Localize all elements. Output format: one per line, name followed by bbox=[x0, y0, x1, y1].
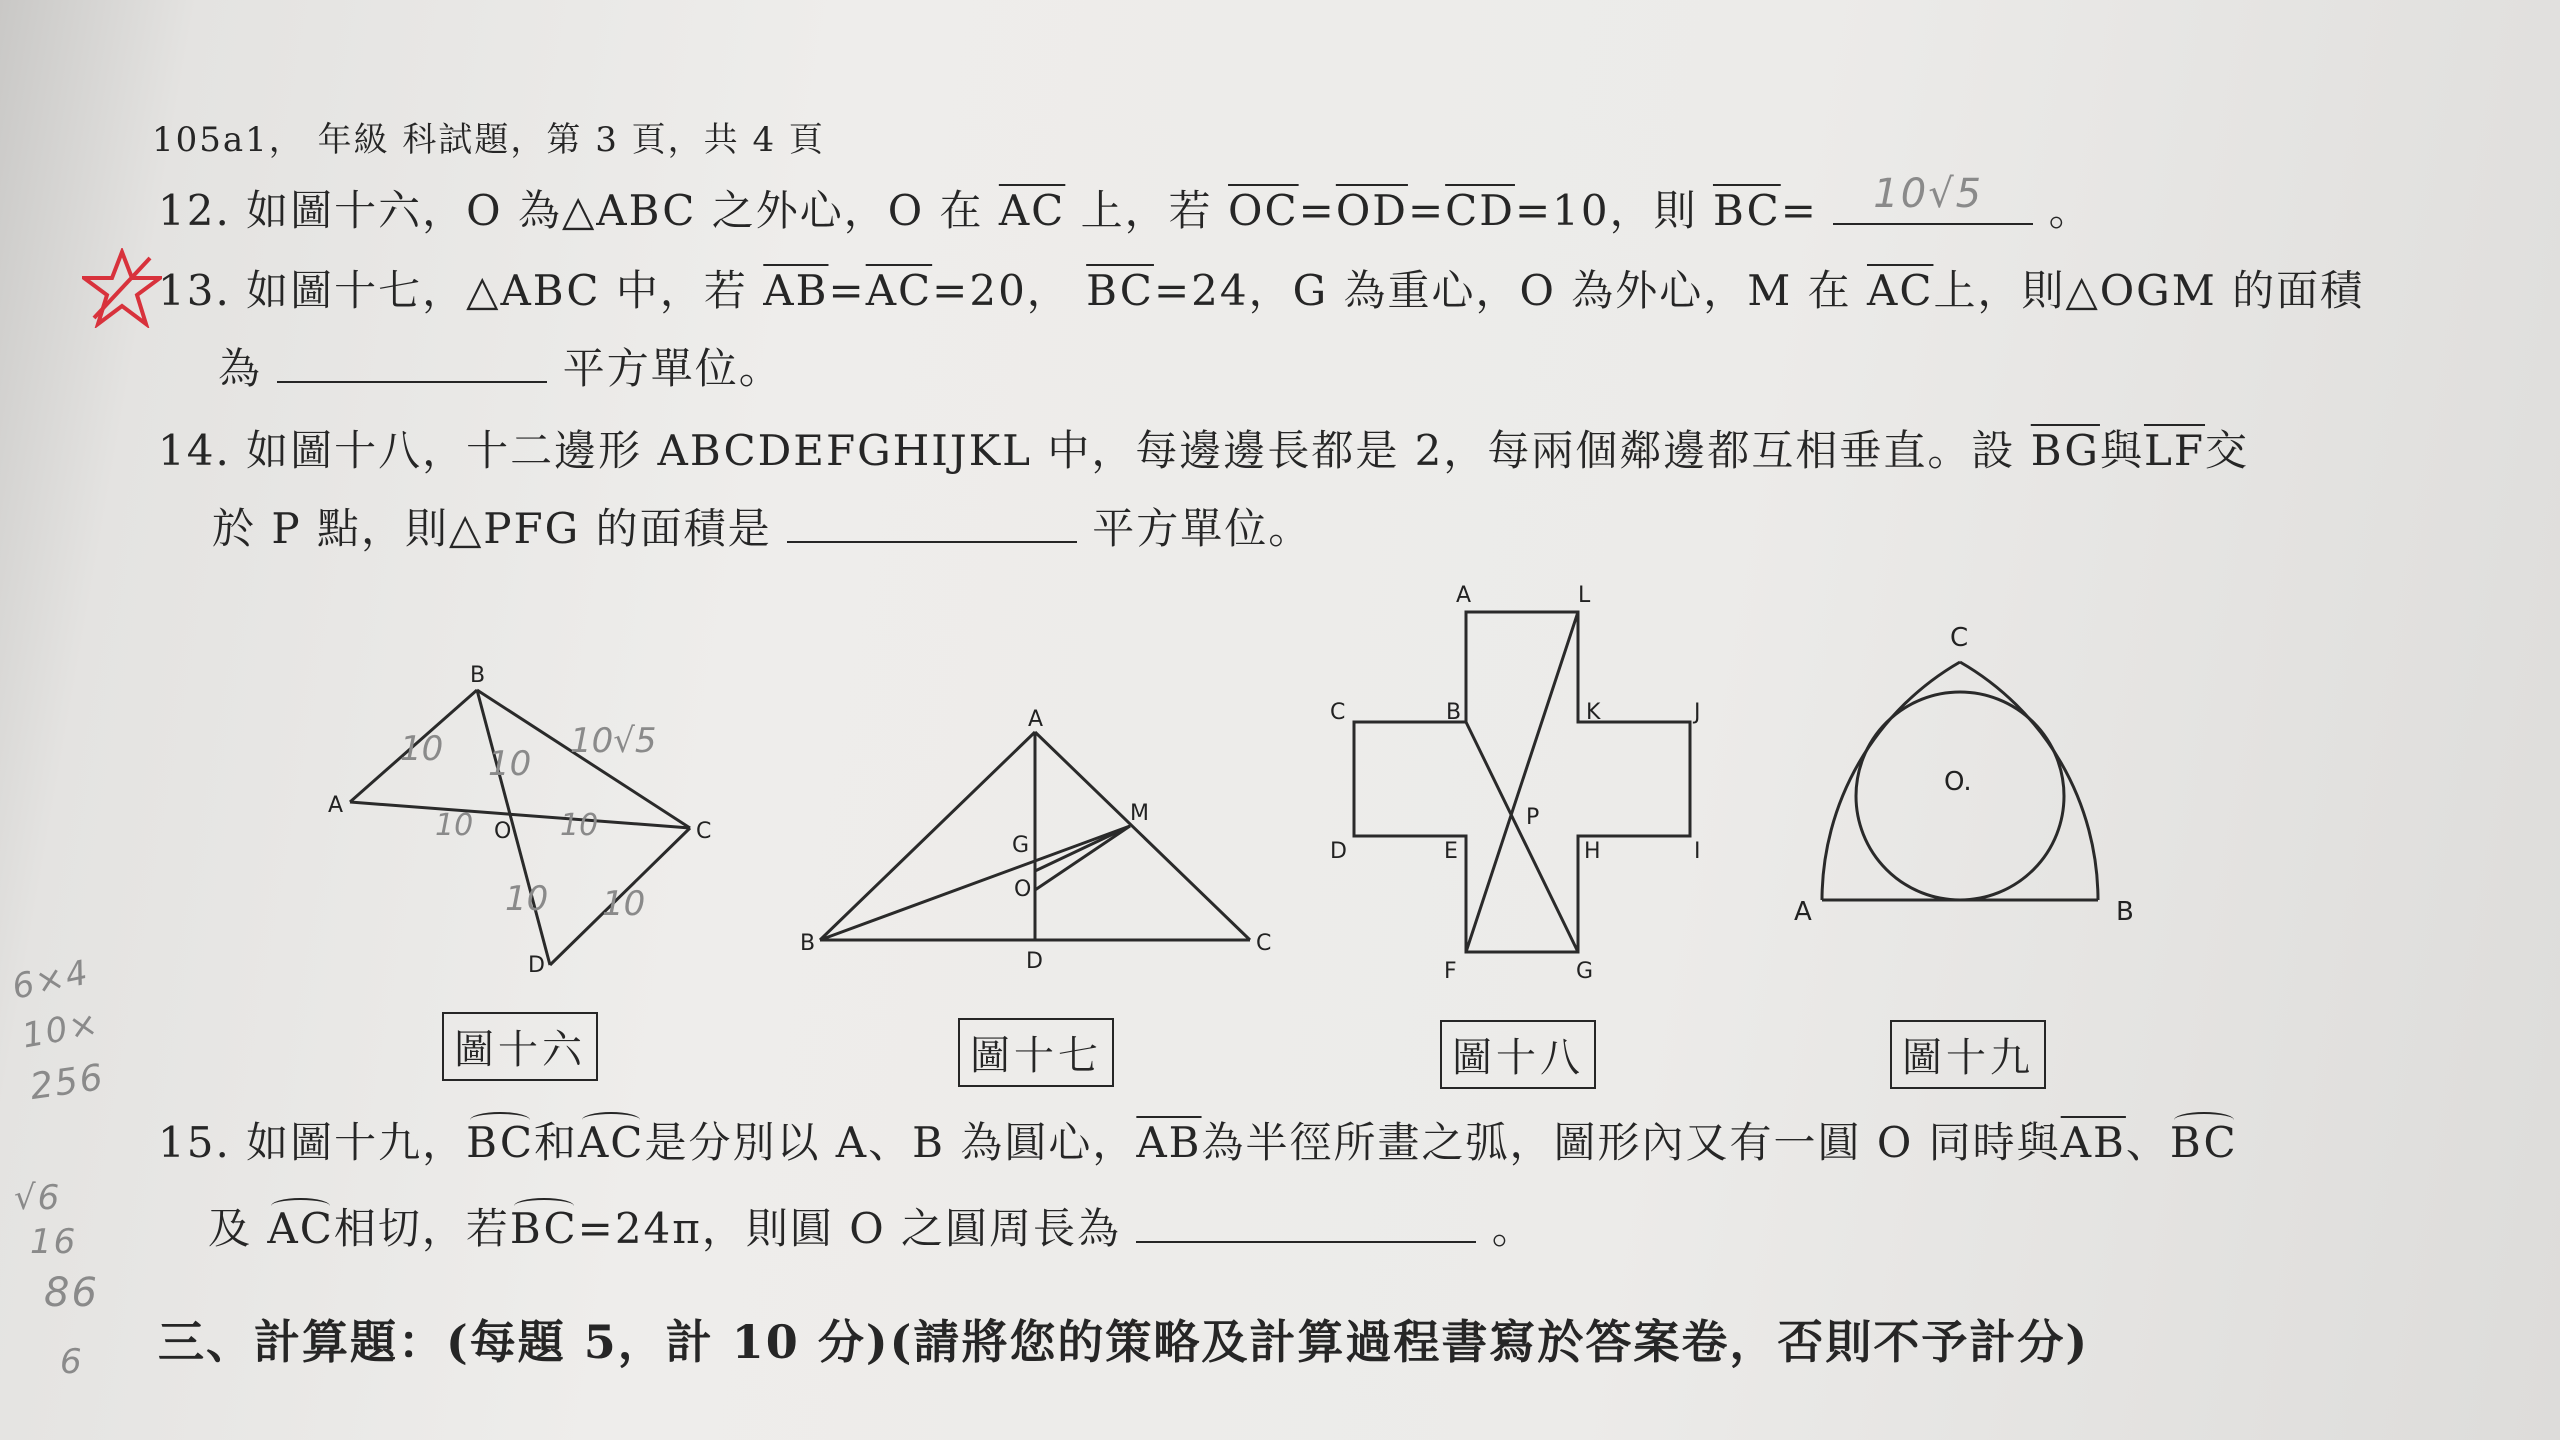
q13-number: 13. bbox=[158, 266, 231, 315]
question-15-line2: 及 AC相切，若BC=24π，則圓 O 之圓周長為 。 bbox=[208, 1204, 1536, 1253]
fig17-point-g: G bbox=[1012, 833, 1030, 858]
fig18-segment-lf bbox=[1466, 612, 1578, 952]
q12-number: 12. bbox=[158, 186, 231, 235]
fig17-point-a: A bbox=[1028, 707, 1044, 732]
fig18-point-b: B bbox=[1446, 700, 1462, 725]
margin-note-6: 86 bbox=[44, 1270, 99, 1316]
fig17-point-m: M bbox=[1130, 801, 1149, 826]
fig18-point-p: P bbox=[1526, 805, 1540, 830]
fig17-point-b: B bbox=[800, 931, 816, 956]
q15-number: 15. bbox=[158, 1118, 231, 1167]
fig16-point-a: A bbox=[328, 793, 344, 818]
margin-note-7: 6 bbox=[60, 1342, 84, 1382]
margin-note-3: 256 bbox=[27, 1057, 108, 1108]
margin-note-4: √6 bbox=[14, 1178, 62, 1218]
fig18-point-c: C bbox=[1330, 700, 1346, 725]
fig19-point-c: C bbox=[1950, 623, 1969, 653]
fig19-arc-bc bbox=[1960, 662, 2098, 900]
fig18-point-l: L bbox=[1578, 583, 1591, 608]
margin-note-2: 10× bbox=[19, 1003, 103, 1057]
figure-18-label: 圖十八 bbox=[1440, 1020, 1596, 1089]
fig16-note-7: 10 bbox=[602, 884, 646, 924]
margin-note-5: 16 bbox=[30, 1222, 78, 1262]
figure-17 bbox=[790, 700, 1290, 980]
q14-number: 14. bbox=[158, 426, 231, 475]
question-13: 13. 如圖十七，△ABC 中，若 $\overline{AB}=\overline{AC}=20$， $\overline{BC}=24$，G 為重心，O 為外心，M 在 $\overline{AC}$上，則△OGM 的面積 bbox=[158, 266, 2365, 315]
figure-16-label: 圖十六 bbox=[442, 1012, 598, 1081]
fig18-point-g: G bbox=[1576, 959, 1594, 984]
figure-17-label: 圖十七 bbox=[958, 1018, 1114, 1087]
fig17-segment-gm bbox=[1035, 826, 1130, 871]
fig18-point-j: J bbox=[1694, 700, 1701, 725]
fig19-arc-ac bbox=[1822, 662, 1960, 900]
fig16-point-c: C bbox=[696, 819, 712, 844]
question-13-line2: 為 平方單位。 bbox=[218, 344, 783, 393]
fig16-point-o: O bbox=[494, 819, 512, 844]
figure-19-label: 圖十九 bbox=[1890, 1020, 2046, 1089]
fig17-side-ac bbox=[1035, 732, 1250, 940]
fig16-note-1: 10 bbox=[400, 729, 444, 769]
fig17-point-d: D bbox=[1026, 949, 1043, 974]
q12-answer-blank bbox=[1833, 171, 2033, 225]
fig18-point-k: K bbox=[1586, 700, 1601, 725]
fig19-point-o: O. bbox=[1944, 767, 1972, 797]
page-header: 105a1， 年級 科試題，第 3 頁，共 4 頁 bbox=[152, 120, 825, 160]
fig16-note-5: 10 bbox=[560, 808, 599, 843]
fig17-segment-bm bbox=[820, 826, 1130, 940]
q12-handwritten-answer: 10√5 bbox=[1873, 171, 1984, 217]
section-3-heading: 三、計算題：(每題 5，計 10 分)(請將您的策略及計算過程書寫於答案卷，否則不予計分) bbox=[158, 1315, 2090, 1369]
figure-19 bbox=[1770, 610, 2150, 940]
fig19-point-b: B bbox=[2116, 897, 2134, 927]
q13-answer-blank bbox=[277, 349, 547, 383]
fig18-point-i: I bbox=[1694, 839, 1701, 864]
fig16-note-4: 10 bbox=[435, 808, 474, 843]
fig19-point-a: A bbox=[1794, 897, 1812, 927]
question-15: 15. 如圖十九，BC和AC是分別以 A、B 為圓心，$\overline{AB}$為半徑所畫之弧，圖形內又有一圓 O 同時與$\overline{AB}$、BC bbox=[158, 1118, 2238, 1167]
fig16-note-2: 10 bbox=[488, 744, 532, 784]
margin-note-1: 6×4 bbox=[8, 952, 94, 1008]
fig17-point-c: C bbox=[1256, 931, 1272, 956]
fig18-point-a: A bbox=[1456, 583, 1472, 608]
fig18-point-f: F bbox=[1444, 959, 1457, 984]
fig16-side-ac bbox=[350, 802, 690, 828]
q15-answer-blank bbox=[1136, 1209, 1476, 1243]
fig16-note-3: 10√5 bbox=[570, 721, 657, 761]
fig18-segment-bg bbox=[1466, 722, 1578, 952]
fig17-point-o: O bbox=[1014, 877, 1032, 902]
question-14-line2: 於 P 點，則△PFG 的面積是 平方單位。 bbox=[212, 504, 1313, 553]
fig16-note-6: 10 bbox=[505, 879, 549, 919]
question-12: 12. 如圖十六，O 為△ABC 之外心，O 在 $\overline{AC}$ 上，若 $\overline{OC}=\overline{OD}=\overline{CD}=10$，則 $\overline{BC}=$ 10√5 。 bbox=[158, 171, 2093, 235]
fig17-segment-om bbox=[1035, 826, 1130, 890]
fig16-point-d: D bbox=[528, 953, 545, 978]
figure-16 bbox=[320, 660, 740, 990]
fig18-point-h: H bbox=[1584, 839, 1601, 864]
q14-answer-blank bbox=[787, 509, 1077, 543]
fig16-point-b: B bbox=[470, 663, 486, 688]
fig17-side-ab bbox=[820, 732, 1035, 940]
figure-18 bbox=[1320, 580, 1720, 1000]
red-star-mark bbox=[82, 248, 162, 328]
question-14: 14. 如圖十八，十二邊形 ABCDEFGHIJKL 中，每邊邊長都是 2，每兩個鄰邊都互相垂直。設 $\overline{BG}$與$\overline{LF}$交 bbox=[158, 426, 2250, 475]
fig18-point-e: E bbox=[1444, 839, 1458, 864]
fig18-point-d: D bbox=[1330, 839, 1347, 864]
